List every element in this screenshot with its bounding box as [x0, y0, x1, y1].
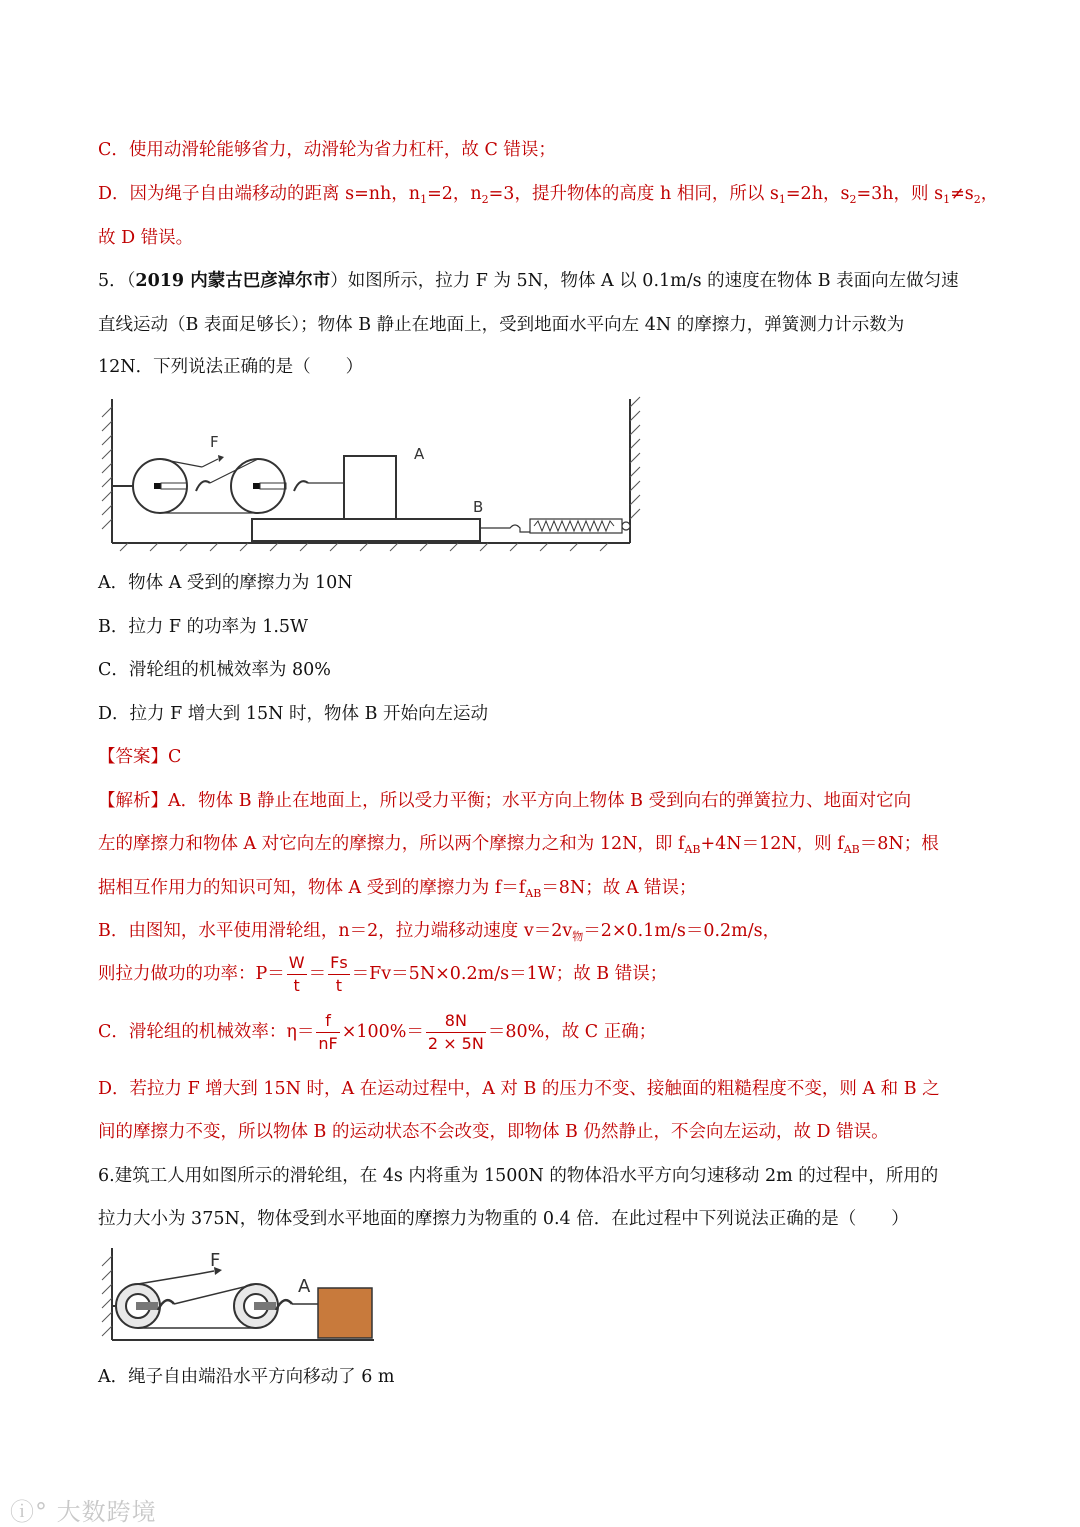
explanation-b-line-2: 则拉力做功的功率：P＝ $\frac{W}{t}$ ＝ $\frac{Fs}{t}$ ＝Fv＝5N×0.2m/s＝1W；故 B 错误； — [98, 953, 668, 995]
question-5-line-1: 5．（2019 内蒙古巴彦淖尔市）如图所示，拉力 F 为 5N，物体 A 以 0.1m/s 的速度在物体 B 表面向左做匀速 — [98, 271, 959, 291]
fraction-fs-over-t: $\frac{Fs}{t}$ — [330, 953, 348, 995]
figure-pulley-spring — [98, 395, 658, 555]
question-5-option-d: D．拉力 F 增大到 15N 时，物体 B 开始向左运动 — [98, 704, 488, 724]
question-6-line-2: 拉力大小为 375N，物体受到水平地面的摩擦力为物重的 0.4 倍．在此过程中下列说法正确的是（ ） — [98, 1209, 909, 1229]
prev-option-c-explanation: C．使用动滑轮能够省力，动滑轮为省力杠杆，故 C 错误； — [98, 140, 556, 160]
figure-label-B: B — [473, 498, 484, 516]
explanation-c: C．滑轮组的机械效率：η＝ $\frac{f}{nF}$ ×100%＝ $\frac{8N}{2 \times 5N}$ ＝80%，故 C 正确； — [98, 1011, 657, 1053]
explanation-a-line-2: 左的摩擦力和物体 A 对它向左的摩擦力，所以两个摩擦力之和为 12N，即 $f_{AB}+4N=12N$，则 $f_{AB}=8N$；根 — [98, 834, 939, 856]
question-5-source: 2019 内蒙古巴彦淖尔市 — [135, 271, 331, 291]
prev-option-d-conclusion: 故 D 错误。 — [98, 228, 194, 248]
explanation-a-line-1: 【解析】A．物体 B 静止在地面上，所以受力平衡；水平方向上物体 B 受到向右的弹簧拉力、地面对它向 — [98, 791, 912, 811]
figure-pulley-block — [98, 1246, 388, 1346]
explanation-a-line-3: 据相互作用力的知识可知，物体 A 受到的摩擦力为 $f=f_{AB}=8N$；故 A 错误； — [98, 878, 697, 900]
question-6-option-a: A．绳子自由端沿水平方向移动了 6 m — [98, 1367, 395, 1387]
fraction-8n-over-2x5n: $\frac{8N}{2 \times 5N}$ — [427, 1011, 484, 1053]
explanation-d-line-1: D．若拉力 F 增大到 15N 时，A 在运动过程中，A 对 B 的压力不变、接触面的粗糙程度不变，则 A 和 B 之 — [98, 1079, 940, 1099]
watermark: ⓘ° 大数跨境 — [10, 1498, 157, 1526]
question-5-option-b: B．拉力 F 的功率为 1.5W — [98, 617, 309, 637]
watermark-logo-icon: ⓘ° — [10, 1498, 48, 1526]
fraction-f-over-nf: $\frac{f}{nF}$ — [318, 1011, 338, 1053]
question-5-answer: 【答案】C — [98, 747, 182, 767]
figure-label-A: A — [414, 445, 425, 463]
question-5-option-c: C．滑轮组的机械效率为 80% — [98, 660, 331, 680]
prev-option-d-explanation: D．因为绳子自由端移动的距离 s=nh，$n_1=2$，$n_2=3$，提升物体的高度 h 相同，所以 $s_1=2h$，$s_2=3h$，则 $s_1\ne s_2$， — [98, 184, 999, 206]
question-5-line-3: 12N．下列说法正确的是（ ） — [98, 357, 364, 377]
figure-label-F: F — [210, 433, 219, 451]
fraction-w-over-t: $\frac{W}{t}$ — [288, 953, 305, 995]
figure2-label-A: A — [298, 1276, 311, 1297]
question-5-option-a: A．物体 A 受到的摩擦力为 10N — [98, 573, 353, 593]
question-5-line-2: 直线运动（B 表面足够长）；物体 B 静止在地面上，受到地面水平向左 4N 的摩擦力，弹簧测力计示数为 — [98, 315, 905, 335]
explanation-b-line-1: B．由图知，水平使用滑轮组，n＝2，拉力端移动速度 $v=2v_物=2\times 0.1m/s=0.2m/s$， — [98, 921, 781, 943]
explanation-d-line-2: 间的摩擦力不变，所以物体 B 的运动状态不会改变，即物体 B 仍然静止，不会向左运动，故 D 错误。 — [98, 1122, 889, 1142]
question-6-line-1: 6.建筑工人用如图所示的滑轮组，在 4s 内将重为 1500N 的物体沿水平方向匀速移动 2m 的过程中，所用的 — [98, 1166, 939, 1186]
figure2-label-F: F — [210, 1250, 221, 1271]
